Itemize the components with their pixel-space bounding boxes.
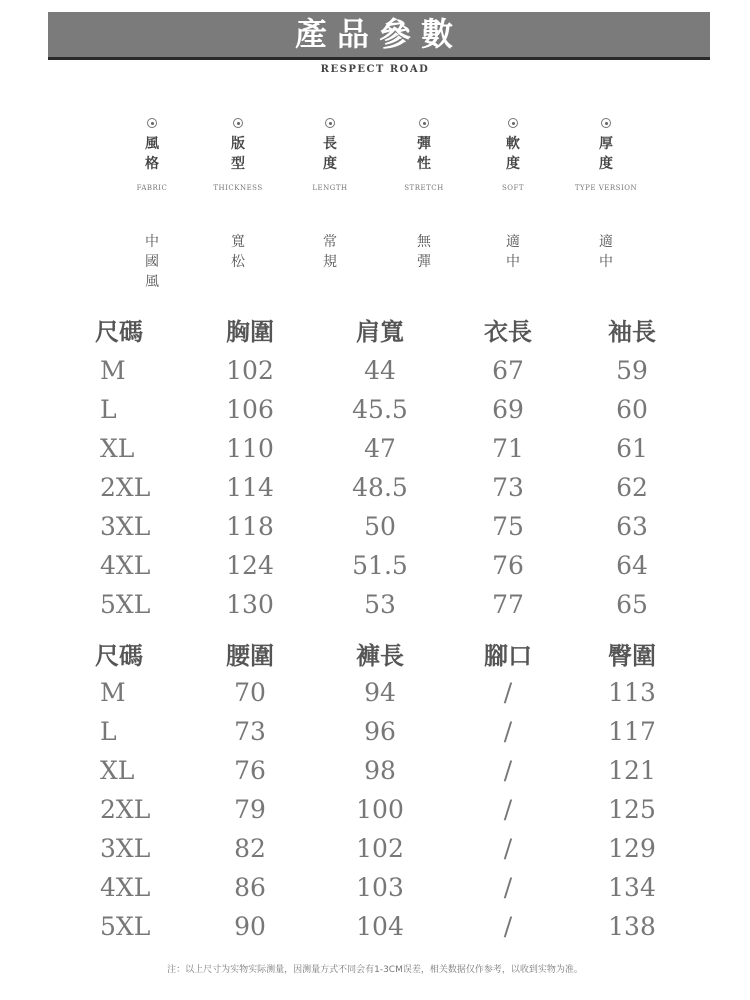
table-cell: 104 — [356, 912, 404, 941]
header-banner — [48, 12, 710, 60]
column-header: 尺碼 — [95, 641, 143, 670]
table-cell: 51.5 — [352, 551, 408, 580]
table-cell: 73 — [492, 473, 524, 502]
table-cell: 48.5 — [352, 473, 408, 502]
table-cell: / — [503, 795, 513, 824]
target-dot-icon — [325, 118, 335, 128]
attribute-style — [112, 118, 192, 192]
attribute-label: 長度 — [323, 136, 337, 172]
size-cell: 3XL — [100, 834, 151, 863]
table-cell: 106 — [226, 395, 274, 424]
table-cell: 69 — [492, 395, 524, 424]
table-row — [0, 356, 750, 395]
size-cell: 5XL — [100, 590, 151, 619]
table-cell: 65 — [616, 590, 648, 619]
page-title: 產品參數 — [294, 15, 463, 53]
table-header-row — [0, 636, 750, 675]
attribute-value-softness — [473, 232, 553, 272]
attribute-value: 常規 — [323, 234, 337, 270]
attribute-english: STRETCH — [404, 184, 444, 192]
table-row — [0, 795, 750, 834]
attribute-english: THICKNESS — [213, 184, 263, 192]
table-row — [0, 678, 750, 717]
table-cell: 70 — [234, 678, 266, 707]
attribute-label: 風格 — [145, 136, 159, 172]
table-cell: 67 — [492, 356, 524, 385]
size-cell: 2XL — [100, 795, 151, 824]
attribute-value: 適中 — [599, 234, 613, 270]
table-cell: 110 — [226, 434, 274, 463]
table-cell: 103 — [356, 873, 404, 902]
attribute-english: SOFT — [501, 184, 525, 192]
table-cell: / — [503, 717, 513, 746]
size-cell: M — [100, 678, 126, 707]
size-cell: 3XL — [100, 512, 151, 541]
table-cell: 61 — [616, 434, 648, 463]
table-row — [0, 512, 750, 551]
table-cell: 63 — [616, 512, 648, 541]
table-cell: 64 — [616, 551, 648, 580]
target-dot-icon — [233, 118, 243, 128]
target-dot-icon — [419, 118, 429, 128]
column-header: 袖長 — [608, 317, 656, 346]
column-header: 肩寬 — [356, 317, 404, 346]
attribute-value: 適中 — [506, 234, 520, 270]
attribute-value-fit — [198, 232, 278, 272]
attribute-english: FABRIC — [136, 184, 168, 192]
column-header: 腳口 — [484, 641, 532, 670]
size-cell: 4XL — [100, 551, 151, 580]
attribute-english: TYPE VERSION — [574, 184, 638, 192]
table-cell: 124 — [226, 551, 274, 580]
attribute-value-stretch — [384, 232, 464, 272]
size-cell: M — [100, 356, 126, 385]
table-cell: 129 — [608, 834, 656, 863]
footnote: 注：以上尺寸为实物实际测量，因测量方式不同会有1-3CM误差，相关数据仅作参考，以收到实物为准。 — [167, 965, 583, 975]
attribute-label: 厚度 — [599, 136, 613, 172]
attribute-label: 版型 — [231, 136, 245, 172]
table-cell: 62 — [616, 473, 648, 502]
attribute-value: 寬松 — [231, 234, 245, 270]
table-cell: / — [503, 912, 513, 941]
table-cell: 113 — [608, 678, 656, 707]
attribute-stretch — [384, 118, 464, 192]
target-dot-icon — [147, 118, 157, 128]
table-cell: / — [503, 678, 513, 707]
attribute-english: LENGTH — [312, 184, 348, 192]
table-row — [0, 395, 750, 434]
table-cell: / — [503, 834, 513, 863]
attribute-length — [290, 118, 370, 192]
table-cell: 90 — [234, 912, 266, 941]
attribute-fit — [198, 118, 278, 192]
attribute-label: 彈性 — [417, 136, 431, 172]
column-header: 腰圍 — [226, 641, 274, 670]
table-cell: 71 — [492, 434, 524, 463]
size-cell: L — [100, 717, 117, 746]
table-cell: 77 — [492, 590, 524, 619]
table-row — [0, 434, 750, 473]
column-header: 尺碼 — [95, 317, 143, 346]
table-cell: 82 — [234, 834, 266, 863]
attribute-label: 軟度 — [506, 136, 520, 172]
table-cell: 117 — [608, 717, 656, 746]
size-cell: L — [100, 395, 117, 424]
table-cell: 100 — [356, 795, 404, 824]
table-row — [0, 590, 750, 629]
table-cell: 138 — [608, 912, 656, 941]
table-cell: 44 — [364, 356, 396, 385]
table-cell: 60 — [616, 395, 648, 424]
table-header-row — [0, 312, 750, 351]
page-subtitle: RESPECT ROAD — [320, 64, 430, 75]
table-cell: 79 — [234, 795, 266, 824]
table-cell: 130 — [226, 590, 274, 619]
table-cell: 121 — [608, 756, 656, 785]
table-cell: 59 — [616, 356, 648, 385]
table-row — [0, 756, 750, 795]
attribute-value-length — [290, 232, 370, 272]
column-header: 衣長 — [484, 317, 532, 346]
attribute-softness — [473, 118, 553, 192]
size-cell: XL — [100, 434, 135, 463]
attribute-thickness — [566, 118, 646, 192]
table-cell: 94 — [364, 678, 396, 707]
table-cell: 96 — [364, 717, 396, 746]
table-cell: / — [503, 873, 513, 902]
table-cell: / — [503, 756, 513, 785]
table-cell: 47 — [364, 434, 396, 463]
table-cell: 114 — [226, 473, 274, 502]
table-cell: 45.5 — [352, 395, 408, 424]
column-header: 褲長 — [356, 641, 404, 670]
attribute-value-style — [112, 232, 192, 292]
table-cell: 86 — [234, 873, 266, 902]
table-cell: 102 — [226, 356, 274, 385]
table-row — [0, 717, 750, 756]
table-cell: 75 — [492, 512, 524, 541]
size-cell: 4XL — [100, 873, 151, 902]
size-cell: 5XL — [100, 912, 151, 941]
table-row — [0, 551, 750, 590]
table-row — [0, 834, 750, 873]
table-row — [0, 873, 750, 912]
table-cell: 50 — [364, 512, 396, 541]
table-row — [0, 912, 750, 951]
column-header: 臀圍 — [608, 641, 656, 670]
table-cell: 134 — [608, 873, 656, 902]
table-cell: 76 — [492, 551, 524, 580]
attribute-value: 無彈 — [417, 234, 431, 270]
table-cell: 118 — [226, 512, 274, 541]
table-cell: 125 — [608, 795, 656, 824]
column-header: 胸圍 — [226, 317, 274, 346]
table-cell: 102 — [356, 834, 404, 863]
table-cell: 53 — [364, 590, 396, 619]
table-cell: 73 — [234, 717, 266, 746]
attribute-value: 中國風 — [145, 234, 159, 290]
attribute-value-thickness — [566, 232, 646, 272]
table-cell: 76 — [234, 756, 266, 785]
table-cell: 98 — [364, 756, 396, 785]
size-cell: XL — [100, 756, 135, 785]
size-cell: 2XL — [100, 473, 151, 502]
table-row — [0, 473, 750, 512]
target-dot-icon — [601, 118, 611, 128]
target-dot-icon — [508, 118, 518, 128]
